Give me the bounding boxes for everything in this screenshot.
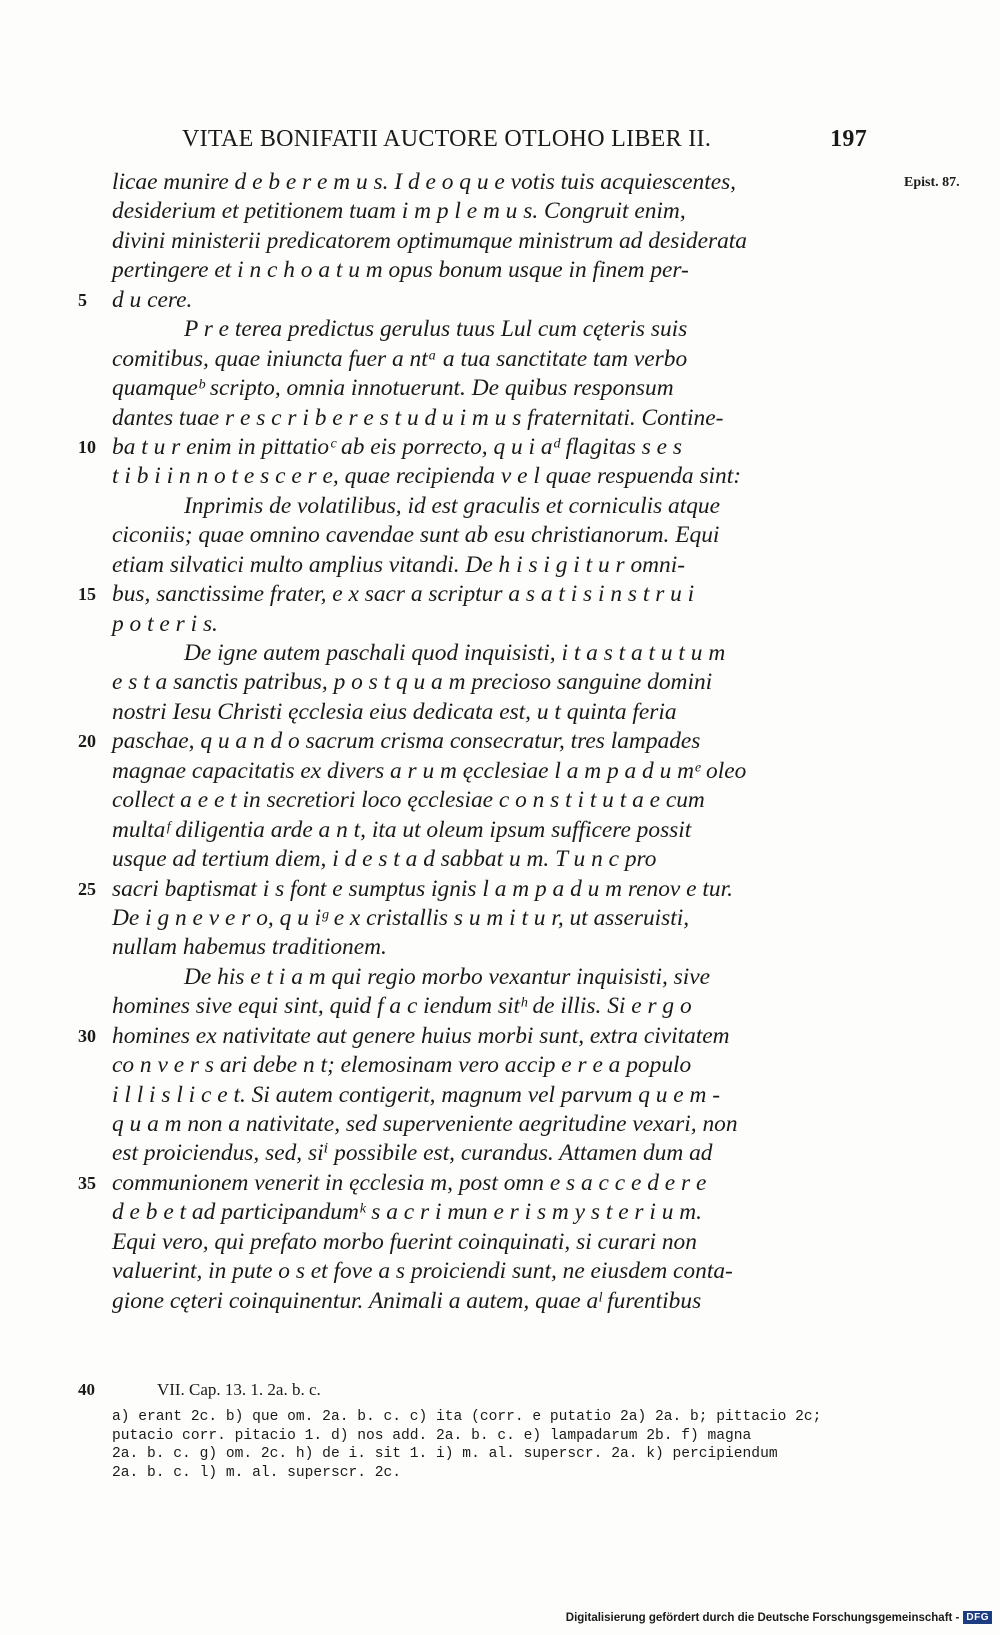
text-line-content: e s t a sanctis patribus, p o s t q u a m precioso sanguine domini bbox=[112, 669, 713, 696]
text-line bbox=[78, 1169, 872, 1198]
text-line bbox=[112, 904, 872, 933]
text-line bbox=[78, 286, 872, 315]
footnote-line: 2a. b. c. g) om. 2c. h) de i. sit 1. i) m. al. superscr. 2a. k) percipiendum bbox=[112, 1446, 778, 1462]
text-line bbox=[78, 580, 872, 609]
text-line bbox=[112, 992, 872, 1021]
digitization-footer bbox=[566, 1611, 992, 1624]
footnotes bbox=[112, 1408, 872, 1482]
text-line-content: De igne autem paschali quod inquisisti, i t a s t a t u t u m bbox=[184, 640, 726, 666]
text-line-content: p o t e r i s. bbox=[112, 610, 218, 637]
footer-text: Digitalisierung gefördert durch die Deutsche Forschungsgemeinschaft - bbox=[565, 1611, 960, 1624]
line-number: 35 bbox=[78, 1172, 96, 1193]
text-line bbox=[112, 345, 872, 374]
text-line bbox=[112, 816, 872, 845]
text-line bbox=[78, 1022, 872, 1051]
text-line bbox=[112, 492, 872, 521]
text-line-content: q u a m non a nativitate, sed superveniente aegritudine vexari, non bbox=[112, 1111, 738, 1137]
text-line bbox=[112, 698, 872, 727]
dfg-logo: DFG bbox=[963, 1611, 992, 1624]
text-line-content: ciconiis; quae omnino cavendae sunt ab esu christianorum. Equi bbox=[112, 522, 720, 549]
text-line-content: d e b e t ad participandumᵏ s a c r i mun e r i s m y s t e r i u m. bbox=[112, 1199, 702, 1226]
text-line bbox=[112, 963, 872, 992]
text-line bbox=[112, 668, 872, 697]
text-line-content: De his e t i a m qui regio morbo vexantur inquisisti, sive bbox=[184, 963, 711, 990]
text-line bbox=[112, 933, 872, 962]
line-number: 25 bbox=[78, 878, 96, 899]
chapter-reference-text: VII. Cap. 13. 1. 2a. b. c. bbox=[156, 1380, 321, 1399]
text-line bbox=[112, 197, 872, 226]
text-line bbox=[78, 727, 872, 756]
footnote-line: putacio corr. pitacio 1. d) nos add. 2a. b. c. e) lampadarum 2b. f) magna bbox=[112, 1427, 752, 1444]
text-line-content: communionem venerit in ęcclesia m, post omn e s a c c e d e r e bbox=[112, 1169, 707, 1196]
text-line bbox=[78, 433, 872, 462]
footnote-line: a) erant 2c. b) que om. 2a. b. c. c) ita (corr. e putatio 2a) 2a. b; pittacio 2c; bbox=[112, 1409, 822, 1425]
text-line bbox=[112, 1287, 872, 1316]
text-line-content: nostri Iesu Christi ęcclesia eius dedicata est, u t quinta feria bbox=[112, 698, 677, 725]
text-line bbox=[112, 1257, 872, 1286]
text-line-content: comitibus, quae iniuncta fuer a ntᵃ a tua sanctitate tam verbo bbox=[112, 345, 688, 372]
text-line-content: t i b i i n n o t e s c e r e, quae recipienda v e l quae respuenda sint: bbox=[112, 463, 742, 490]
text-line-content: multaᶠ diligentia arde a n t, ita ut oleum ipsum sufficere possit bbox=[112, 816, 692, 843]
text-line bbox=[112, 1081, 872, 1110]
text-line bbox=[112, 639, 872, 668]
text-line bbox=[112, 1198, 872, 1227]
line-number: 15 bbox=[78, 584, 96, 605]
text-line-content: homines sive equi sint, quid f a c iendum sitʰ de illis. Si e r g o bbox=[112, 993, 692, 1020]
text-line bbox=[112, 757, 872, 786]
text-line-content: Equi vero, qui prefato morbo fuerint coinquinati, si curari non bbox=[112, 1228, 697, 1255]
text-line-content: valuerint, in pute o s et fove a s proiciendi sunt, ne eiusdem conta- bbox=[112, 1258, 733, 1285]
chapter-reference bbox=[78, 1380, 878, 1400]
text-line bbox=[112, 1228, 872, 1257]
text-line bbox=[112, 845, 872, 874]
text-line-content: magnae capacitatis ex divers a r u m ęcclesiae l a m p a d u mᵉ oleo bbox=[112, 757, 747, 784]
text-line-content: bus, sanctissime frater, e x sacr a scriptur a s a t i s i n s t r u i bbox=[112, 581, 695, 608]
text-line bbox=[112, 374, 872, 403]
text-line-content: De i g n e v e r o, q u iᵍ e x cristallis s u m i t u r, ut asseruisti, bbox=[112, 904, 690, 931]
line-number: 5 bbox=[78, 289, 87, 310]
text-line bbox=[112, 610, 872, 639]
text-line-content: collect a e e t in secretiori loco ęcclesiae c o n s t i t u t a e cum bbox=[112, 787, 705, 814]
text-line-content: ba t u r enim in pittatioᶜ ab eis porrecto, q u i aᵈ flagitas s e s bbox=[112, 433, 682, 460]
text-line bbox=[112, 786, 872, 815]
text-line-content: dantes tuae r e s c r i b e r e s t u d u i m u s fraternitati. Contine- bbox=[112, 404, 724, 431]
text-line-content: est proiciendus, sed, siⁱ possibile est, curandus. Attamen dum ad bbox=[112, 1140, 713, 1167]
text-line-content: divini ministerii predicatorem optimumque ministrum ad desiderata bbox=[112, 227, 747, 254]
margin-note: Epist. 87. bbox=[904, 175, 960, 190]
text-line bbox=[112, 315, 872, 344]
text-line-content: usque ad tertium diem, i d e s t a d sabbat u m. T u n c pro bbox=[112, 846, 657, 873]
text-line bbox=[112, 462, 872, 491]
page-number: 197 bbox=[830, 126, 867, 152]
text-line-content: d u cere. bbox=[112, 286, 193, 313]
text-line-content: quamqueᵇ scripto, omnia innotuerunt. De quibus responsum bbox=[112, 375, 674, 402]
text-line bbox=[112, 1051, 872, 1080]
text-line bbox=[112, 168, 960, 197]
text-line bbox=[112, 521, 872, 550]
text-line-content: Inprimis de volatilibus, id est graculis et corniculis atque bbox=[184, 492, 720, 519]
footnote-line: 2a. b. c. l) m. al. superscr. 2c. bbox=[112, 1464, 402, 1481]
text-line bbox=[112, 1139, 872, 1168]
line-number-40: 40 bbox=[78, 1380, 95, 1399]
text-line-content: sacri baptismat i s font e sumptus ignis l a m p a d u m renov e tur. bbox=[112, 875, 733, 902]
text-line bbox=[78, 875, 872, 904]
line-number: 20 bbox=[78, 731, 96, 752]
text-line-content: desiderium et petitionem tuam i m p l e m u s. Congruit enim, bbox=[112, 198, 686, 225]
text-line-content: paschae, q u a n d o sacrum crisma consecratur, tres lampades bbox=[112, 728, 701, 755]
text-line bbox=[112, 1110, 872, 1139]
text-line bbox=[112, 404, 872, 433]
text-line bbox=[112, 227, 872, 256]
text-line bbox=[112, 551, 872, 580]
text-line-content: etiam silvatici multo amplius vitandi. De h i s i g i t u r omni- bbox=[112, 551, 686, 578]
text-line-content: co n v e r s ari debe n t; elemosinam vero accip e r e a populo bbox=[112, 1052, 692, 1079]
running-title: VITAE BONIFATII AUCTORE OTLOHO LIBER II. bbox=[182, 126, 712, 152]
text-line-content: i l l i s l i c e t. Si autem contigerit, magnum vel parvum q u e m - bbox=[112, 1081, 721, 1108]
text-line-content: nullam habemus traditionem. bbox=[112, 934, 387, 961]
text-line bbox=[112, 256, 872, 285]
text-line-content: homines ex nativitate aut genere huius morbi sunt, extra civitatem bbox=[112, 1022, 730, 1049]
line-number: 10 bbox=[78, 436, 96, 457]
text-line-content: gione cęteri coinquinentur. Animali a autem, quae aˡ furentibus bbox=[112, 1287, 702, 1314]
text-line-content: P r e terea predictus gerulus tuus Lul cum cęteris suis bbox=[184, 316, 688, 343]
line-number: 30 bbox=[78, 1025, 96, 1046]
text-line-content: licae munire d e b e r e m u s. I d e o q u e votis tuis acquiescentes, bbox=[112, 169, 737, 195]
main-text bbox=[78, 168, 960, 1316]
text-line-content: pertingere et i n c h o a t u m opus bonum usque in finem per- bbox=[112, 257, 689, 284]
